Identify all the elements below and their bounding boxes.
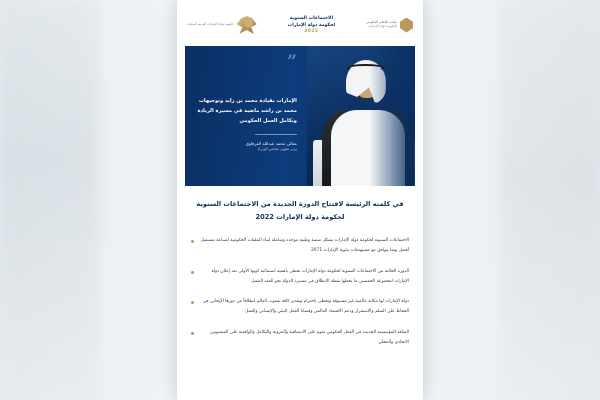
podium-emblem-icon [357,158,369,172]
article-body [177,186,423,369]
hero-quote-text: الإمارات بقيادة محمد بن زايد وتوجيهات محمد بن راشد ماضية في مسيرة الريادة وتكامل العمل الحكومي [197,98,297,124]
list-item [191,236,409,256]
speaker-headdress-shape [346,60,386,104]
annual-meetings-logo [257,16,366,33]
hero-quote-banner [185,46,415,186]
bullet-text: الثقافة المؤسسية الجديدة في العمل الحكومي تقوم على الاستباقية والمرونة والتكامل والواقعية على المستويين الاتحادي والمحلي [210,329,409,345]
bullet-dot-icon [191,240,194,243]
media-office-logo [366,18,413,33]
bullet-dot-icon [191,301,194,304]
media-office-logo-line1: مكتب الإعلام الحكومي [366,20,397,25]
hero-divider [255,134,297,135]
background-blur-left [0,0,100,400]
bullet-text: دولة الإمارات لها مكانة عالمية غير مسبوقة وتحظى باحترام وتقدير كافة شعوب العالم انطلاقاً من دورها الإيجابي في الحفاظ على السلم والاستقرار ودعم الاقتصاد العالمي وقضايا العمل البيئي والإنساني والعمل [202,299,409,315]
annual-meetings-year: 2022 [304,28,319,34]
page-header [177,0,423,44]
uae-government-emblem-caption: حكومة دولة الإمارات العربية المتحدة [187,22,234,27]
bullet-dot-icon [191,332,194,335]
annual-meetings-title-line2: لحكومة دولة الإمارات [287,22,336,28]
speaker-robe-shape [331,110,405,186]
list-item [191,297,409,317]
microphone-icon [336,120,345,142]
uae-government-emblem [187,16,257,34]
news-article-page [177,0,423,400]
media-office-logo-line2: لحكومة دولة الإمارات [367,24,397,28]
article-headline: في كلمته الرئيسة لافتتاح الدورة الجديدة من الاجتماعات السنوية لحكومة دولة الإمارات 2022 [196,200,404,222]
bullet-text: الاجتماعات السنوية لحكومة دولة الإمارات تشكل منصة وطنية موحدة وشاملة لبناء الملفات الحكومية لصناعة مستقبل أفضل وبما يتوافق مع مستهدفات مئوية الإمارات 2071 [200,238,409,254]
quote-mark-icon: ” [287,52,297,72]
article-bullet-list [191,236,409,347]
hero-speaker-role: وزير شؤون مجلس الوزراء [257,146,297,151]
bullet-dot-icon [191,271,194,274]
list-item [191,328,409,348]
hero-speaker-name: معالي محمد عبدالله القرقاوي [245,140,297,146]
bullet-text: الدورة الحالية من الاجتماعات السنوية لحكومة دولة الإمارات تحظى بأهمية استثنائية كونها الأولى بعد إعلان دولة الإمارات لمجموعة الخمسين ما يجعلها نقطة الانطلاق في مسيرة الدولة نحو العقد المقبل [211,268,409,284]
falcon-icon [237,16,257,34]
annual-meetings-title-line1: الاجتماعات السنوية [289,16,334,22]
list-item [191,267,409,287]
speaker-cloak-shape [322,108,414,186]
speaker-head-shape [354,68,380,98]
media-office-mark-icon [400,18,413,33]
speaker-agal-shape [347,64,384,72]
hero-text-block [185,46,307,186]
background-blur-right [500,0,600,400]
podium-shape [313,140,415,186]
speaker-photo [307,46,415,186]
